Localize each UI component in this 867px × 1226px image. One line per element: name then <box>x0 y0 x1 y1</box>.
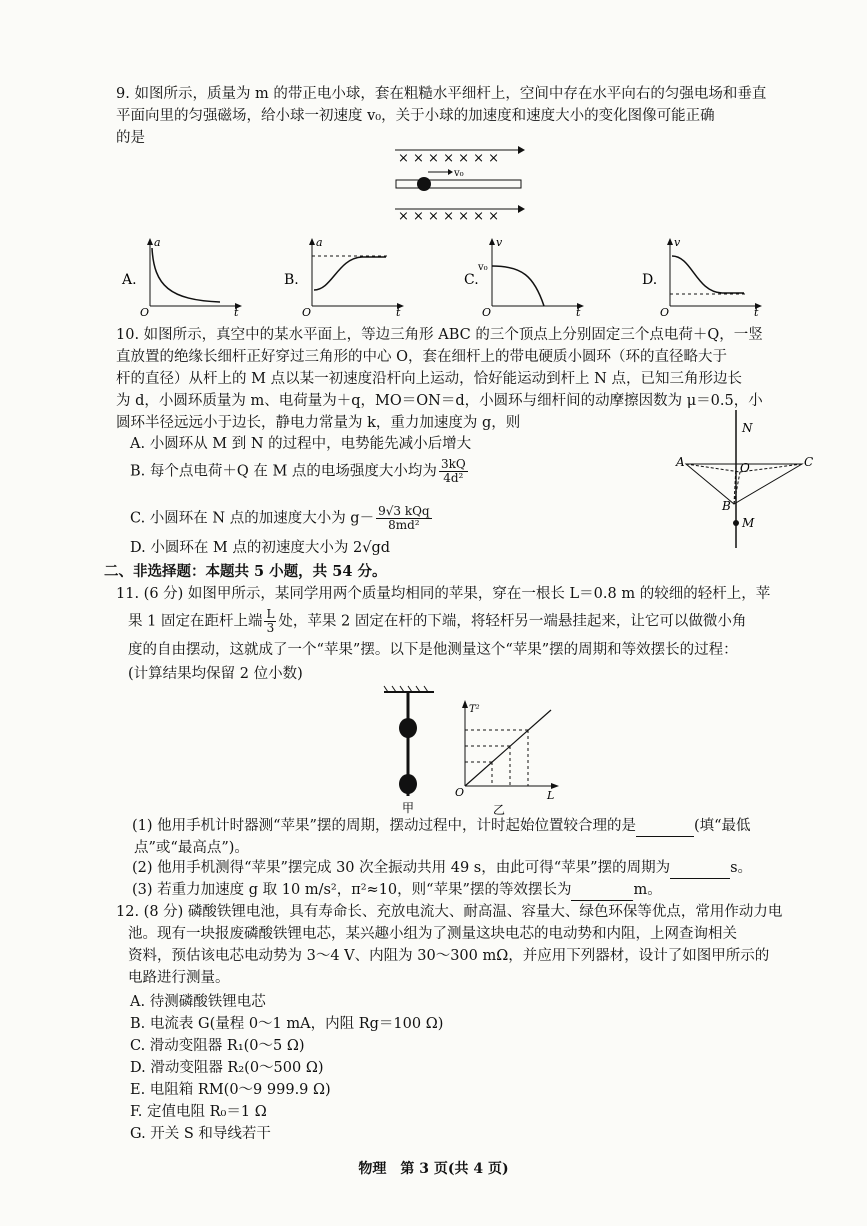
page-footer: 物理 第 3 页(共 4 页) <box>358 1161 509 1177</box>
svg-text:O: O <box>660 306 670 319</box>
q10-option-d: D. 小圆环在 M 点的初速度大小为 2√gd <box>130 540 391 556</box>
svg-text:t: t <box>754 306 759 319</box>
svg-text:甲: 甲 <box>402 801 415 815</box>
q10-line1: 10. 如图所示，真空中的某水平面上，等边三角形 ABC 的三个顶点上分别固定三个点电荷＋Q，一竖 <box>116 327 763 343</box>
svg-text:a: a <box>154 236 161 249</box>
q12-item-b: B. 电流表 G(量程 0～1 mA，内阻 Rg＝100 Ω) <box>130 1016 444 1032</box>
svg-text:T²: T² <box>469 704 480 715</box>
field-row-bottom: × × × × × × × <box>398 209 500 224</box>
q12-line1: 12. (8 分) 磷酸铁锂电池，具有寿命长、充放电流大、耐高温、容量大、绿色环保等优点，常用作动力电 <box>116 904 783 920</box>
answer-blank-3[interactable] <box>571 880 633 901</box>
q11-line2: 果 1 固定在距杆上端 $\frac{L}{3}$ 处，苹果 2 固定在杆的下端，将轻杆另一端悬挂起来，让它可以做微小角 <box>128 607 747 635</box>
svg-text:M: M <box>742 516 755 530</box>
q9-graph-d <box>640 236 770 319</box>
svg-text:B: B <box>722 499 731 513</box>
v0-label: v₀ <box>454 168 464 179</box>
svg-text:v₀: v₀ <box>478 262 488 273</box>
svg-text:C: C <box>804 455 814 469</box>
section-2-heading: 二、非选择题：本题共 5 小题，共 54 分。 <box>104 563 387 580</box>
svg-text:v: v <box>496 236 503 249</box>
q12-line2: 池。现有一块报废磷酸铁锂电芯，某兴趣小组为了测量这块电芯的电动势和内阻，上网查询相关 <box>128 926 737 942</box>
q9-line2: 平面向里的匀强磁场，给小球一初速度 v₀，关于小球的加速度和速度大小的变化图像可能正确 <box>116 108 715 124</box>
svg-text:t: t <box>234 306 239 319</box>
svg-text:O: O <box>455 786 465 799</box>
svg-text:L: L <box>547 789 555 802</box>
q11-line3: 度的自由摆动，这就成了一个“苹果”摆。以下是他测量这个“苹果”摆的周期和等效摆长的过程： <box>128 642 738 658</box>
svg-text:O: O <box>140 306 150 319</box>
q11-sub1: (1) 他用手机计时器测“苹果”摆的周期，摆动过程中，计时起始位置较合理的是 (填“最低 <box>132 816 751 837</box>
svg-text:O: O <box>302 306 312 319</box>
q10-line3: 杆的直径）从杆上的 M 点以某一初速度沿杆向上运动，恰好能运动到杆上 N 点，已知三角形边长 <box>116 371 742 387</box>
q12-item-e: E. 电阻箱 RM(0～9 999.9 Ω) <box>130 1082 331 1098</box>
answer-blank-2[interactable] <box>670 858 730 879</box>
q10-option-c: C. 小圆环在 N 点的加速度大小为 g－ $\frac{\text{9√3 kQq}}{\text{8md²}}$ <box>130 504 430 532</box>
q11-line1: 11. (6 分) 如图甲所示，某同学用两个质量均相同的苹果，穿在一根长 L＝0.8 m 的较细的轻杆上，苹 <box>116 586 771 602</box>
q11-line4: (计算结果均保留 2 位小数) <box>128 666 303 682</box>
q10-line2: 直放置的绝缘长细杆正好穿过三角形的中心 O，套在细杆上的带电硬质小圆环（环的直径略大于 <box>116 349 727 365</box>
q11-pendulum-figure <box>380 686 440 814</box>
svg-text:乙: 乙 <box>493 803 506 817</box>
q12-item-f: F. 定值电阻 R₀＝1 Ω <box>130 1104 267 1120</box>
q11-sub2: (2) 他用手机测得“苹果”摆完成 30 次全振动共用 49 s，由此可得“苹果”摆的周期为 s。 <box>132 858 752 879</box>
option-d-label: D. <box>642 272 658 288</box>
svg-text:a: a <box>316 236 323 249</box>
q9-line3: 的是 <box>116 130 145 146</box>
q10-line4: 为 d，小圆环质量为 m、电荷量为＋q，MO＝ON＝d，小圆环与细杆间的动摩擦因数为 μ＝0.5，小 <box>116 393 763 409</box>
svg-text:t: t <box>396 306 401 319</box>
svg-text:v: v <box>674 236 681 249</box>
svg-text:t: t <box>576 306 581 319</box>
q9-line1: 9. 如图所示，质量为 m 的带正电小球，套在粗糙水平细杆上，空间中存在水平向右的匀强电场和垂直 <box>116 86 767 102</box>
apple-1 <box>399 718 417 738</box>
q10-option-b: B. 每个点电荷＋Q 在 M 点的电场强度大小均为 $\frac{3kQ}{\text{4d²}}$ <box>130 457 466 485</box>
q12-line3: 资料，预估该电芯电动势为 3～4 V、内阻为 30～300 mΩ，并应用下列器材，设计了如图甲所示的 <box>128 948 770 964</box>
option-a-label: A. <box>122 272 137 288</box>
svg-text:A: A <box>676 455 685 469</box>
svg-text:N: N <box>742 421 753 435</box>
q10-line5: 圆环半径远远小于边长，静电力常量为 k，重力加速度为 g，则 <box>116 415 521 431</box>
q11-t2-l-graph <box>455 700 565 818</box>
q9-graph-c <box>462 236 592 319</box>
charged-ball <box>417 177 431 191</box>
q12-item-a: A. 待测磷酸铁锂电芯 <box>130 994 266 1010</box>
svg-text:O: O <box>482 306 492 319</box>
answer-blank-1[interactable] <box>636 816 694 837</box>
field-row-top: × × × × × × × <box>398 151 500 166</box>
q12-item-c: C. 滑动变阻器 R₁(0～5 Ω) <box>130 1038 305 1054</box>
q12-item-g: G. 开关 S 和导线若干 <box>130 1126 271 1142</box>
q12-line4: 电路进行测量。 <box>128 970 230 986</box>
option-c-label: C. <box>464 272 479 288</box>
q11-sub3: (3) 若重力加速度 g 取 10 m/s²，π²≈10，则“苹果”摆的等效摆长为 m。 <box>132 880 662 901</box>
q10-triangle-figure <box>672 410 822 550</box>
q11-sub1-cont: 点”或“最高点”)。 <box>134 840 249 856</box>
q12-item-d: D. 滑动变阻器 R₂(0～500 Ω) <box>130 1060 324 1076</box>
q9-field-figure <box>390 140 530 235</box>
q9-graph-a <box>120 236 250 319</box>
apple-2 <box>399 774 417 794</box>
svg-text:O: O <box>740 461 750 475</box>
q10-option-a: A. 小圆环从 M 到 N 的过程中，电势能先减小后增大 <box>130 436 472 452</box>
q9-graph-b <box>282 236 412 319</box>
option-b-label: B. <box>284 272 299 288</box>
